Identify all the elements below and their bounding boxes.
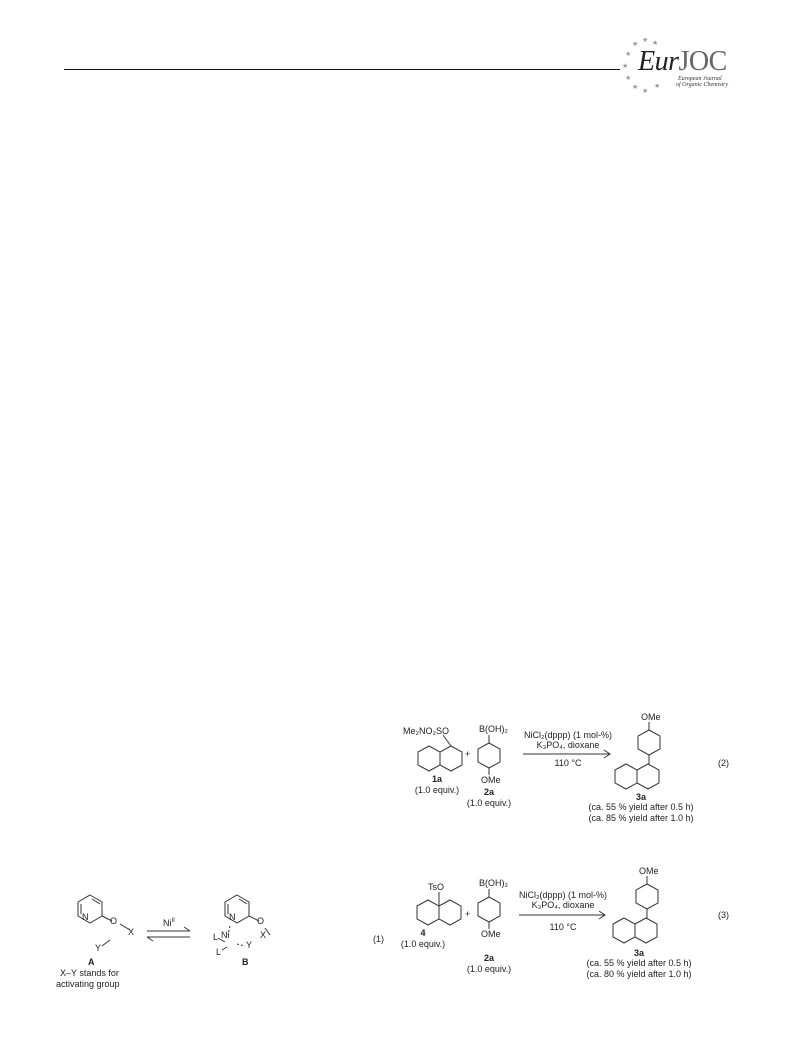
- scheme1-label-a: A: [88, 957, 95, 967]
- scheme1-atom-ni-right: Ni: [221, 930, 230, 940]
- scheme3-boronic: B(OH)₂: [479, 878, 508, 888]
- scheme3-cond-base: K₃PO₄, dioxane: [531, 900, 595, 910]
- logo-wordmark: [638, 46, 727, 78]
- scheme1-label-b: B: [242, 957, 249, 967]
- scheme2-equiv-2a: (1.0 equiv.): [466, 798, 512, 808]
- svg-text:★: ★: [632, 83, 639, 91]
- scheme1-atom-n-left: N: [82, 912, 89, 922]
- scheme2-cond-temp: 110 °C: [554, 758, 582, 768]
- scheme1-atom-n-right: N: [229, 912, 236, 922]
- scheme1-reagent: [163, 916, 175, 929]
- scheme3-cond-temp: 110 °C: [549, 922, 577, 932]
- scheme1-atom-x-right: X: [260, 930, 267, 940]
- scheme2-equiv-1a: (1.0 equiv.): [414, 785, 460, 795]
- scheme3-ome-2a: OMe: [481, 929, 501, 939]
- header-rule: [64, 69, 620, 70]
- scheme1-atom-y-left: Y: [95, 943, 102, 953]
- scheme2-cond-catalyst: NiCl₂(dppp) (1 mol-%): [523, 730, 613, 740]
- svg-text:★: ★: [622, 62, 629, 70]
- scheme3-plus: +: [465, 909, 471, 919]
- scheme3-label-2a: 2a: [483, 953, 495, 963]
- journal-logo: [618, 36, 768, 96]
- scheme3-label-3a: 3a: [633, 948, 645, 958]
- scheme1-ligand-1: L: [213, 932, 219, 942]
- scheme-2: [395, 712, 755, 837]
- scheme2-ome-2a: OMe: [481, 775, 501, 785]
- scheme3-equiv-2a: (1.0 equiv.): [466, 964, 512, 974]
- scheme3-substituent-4: TsO: [428, 882, 445, 892]
- scheme1-reagent-sup: II: [171, 918, 175, 924]
- svg-text:★: ★: [654, 82, 661, 90]
- scheme3-equiv-4: (1.0 equiv.): [400, 939, 446, 949]
- scheme1-atom-x-left: X: [128, 927, 135, 937]
- svg-text:★: ★: [652, 39, 659, 47]
- scheme2-plus: +: [465, 749, 471, 759]
- scheme2-label-1a: 1a: [431, 774, 443, 784]
- scheme-1: [50, 880, 390, 1000]
- scheme2-boronic: B(OH)₂: [479, 724, 508, 734]
- scheme1-caption-2: activating group: [56, 979, 120, 989]
- scheme1-eq-number: (1): [373, 934, 384, 944]
- scheme2-yield-1: (ca. 55 % yield after 0.5 h): [588, 802, 694, 812]
- scheme3-yield-2: (ca. 80 % yield after 1.0 h): [586, 969, 692, 979]
- scheme1-atom-y-right: Y: [246, 940, 253, 950]
- scheme2-substituent-1a: Me₂NO₂SO: [403, 726, 449, 736]
- scheme2-ome-3a: OMe: [641, 712, 661, 722]
- scheme1-atom-o-right: O: [257, 916, 265, 926]
- scheme3-cond-catalyst: NiCl₂(dppp) (1 mol-%): [518, 890, 608, 900]
- logo-eur: Eur: [638, 46, 679, 77]
- scheme2-yield-2: (ca. 85 % yield after 1.0 h): [588, 813, 694, 823]
- scheme2-cond-base: K₃PO₄, dioxane: [536, 740, 600, 750]
- svg-text:★: ★: [625, 74, 632, 82]
- logo-subtitle-1: European Journal: [678, 76, 722, 82]
- scheme3-yield-1: (ca. 55 % yield after 0.5 h): [586, 958, 692, 968]
- logo-subtitle-2: of Organic Chemistry: [676, 82, 729, 88]
- scheme1-caption-1: X–Y stands for: [60, 968, 119, 978]
- svg-text:★: ★: [625, 50, 632, 58]
- scheme3-ome-3a: OMe: [639, 866, 659, 876]
- svg-text:★: ★: [632, 40, 639, 48]
- scheme1-atom-o-left: O: [110, 916, 118, 926]
- scheme3-eq-number: (3): [718, 910, 729, 920]
- scheme1-ligand-2: L: [216, 947, 222, 957]
- scheme2-label-2a: 2a: [483, 787, 495, 797]
- svg-text:★: ★: [642, 36, 649, 44]
- scheme-3: [395, 866, 755, 991]
- scheme2-label-3a: 3a: [635, 792, 647, 802]
- svg-text:★: ★: [642, 87, 649, 95]
- scheme2-eq-number: (2): [718, 758, 729, 768]
- scheme1-reagent-ni: Ni: [163, 918, 172, 928]
- logo-joc: JOC: [678, 46, 727, 77]
- scheme3-label-4: 4: [420, 928, 426, 938]
